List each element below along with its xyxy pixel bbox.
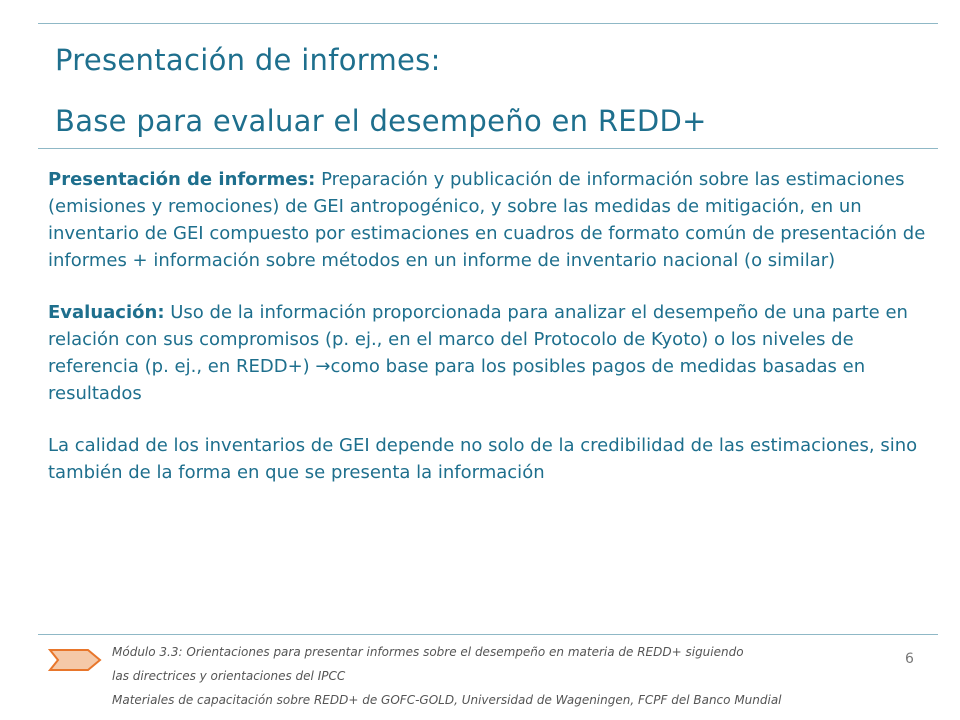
paragraph-evaluation-text-2: como base para los posibles pagos de medidas basadas en resultados [48, 356, 866, 404]
paragraph-quality [48, 432, 938, 486]
page-number: 6 [905, 651, 914, 667]
footer-line-1: Módulo 3.3: Orientaciones para presentar informes sobre el desempeño en materia de REDD+ siguiendo [112, 645, 744, 659]
title-divider [38, 148, 938, 149]
slide-title [55, 30, 707, 152]
term-evaluation: Evaluación: [48, 302, 165, 323]
paragraph-reporting [48, 166, 938, 274]
footer-credits [112, 640, 902, 712]
footer-rule [38, 634, 938, 635]
top-rule [38, 23, 938, 24]
paragraph-evaluation-text: Uso de la información proporcionada para analizar el desempeño de una parte en relación con sus compromisos (p. ej., en el marco del Protocolo de Kyoto) o los niveles de referencia (p. ej., en REDD+) [48, 302, 908, 377]
term-reporting: Presentación de informes: [48, 169, 316, 190]
right-arrow-icon: → [315, 356, 331, 377]
paragraph-evaluation [48, 299, 938, 407]
footer-line-3: Materiales de capacitación sobre REDD+ de GOFC-GOLD, Universidad de Wageningen, FCPF del Banco Mundial [112, 693, 782, 707]
paragraph-quality-text: La calidad de los inventarios de GEI depende no solo de la credibilidad de las estimaciones, sino también de la forma en que se presenta la información [48, 435, 918, 483]
paragraph-reporting-text: Preparación y publicación de información sobre las estimaciones (emisiones y remociones) de GEI antropogénico, y sobre las medidas de mitigación, en un inventario de GEI compuesto por estimaciones en cuadros de formato común de presentación de informes + información sobre métodos en un informe de inventario nacional (o similar) [48, 169, 926, 271]
arrow-tag-icon [48, 646, 104, 674]
slide-body [48, 166, 938, 511]
footer-line-2: las directrices y orientaciones del IPCC [112, 669, 346, 683]
title-line-1: Presentación de informes: [55, 43, 441, 77]
title-line-2: Base para evaluar el desempeño en REDD+ [55, 104, 707, 138]
